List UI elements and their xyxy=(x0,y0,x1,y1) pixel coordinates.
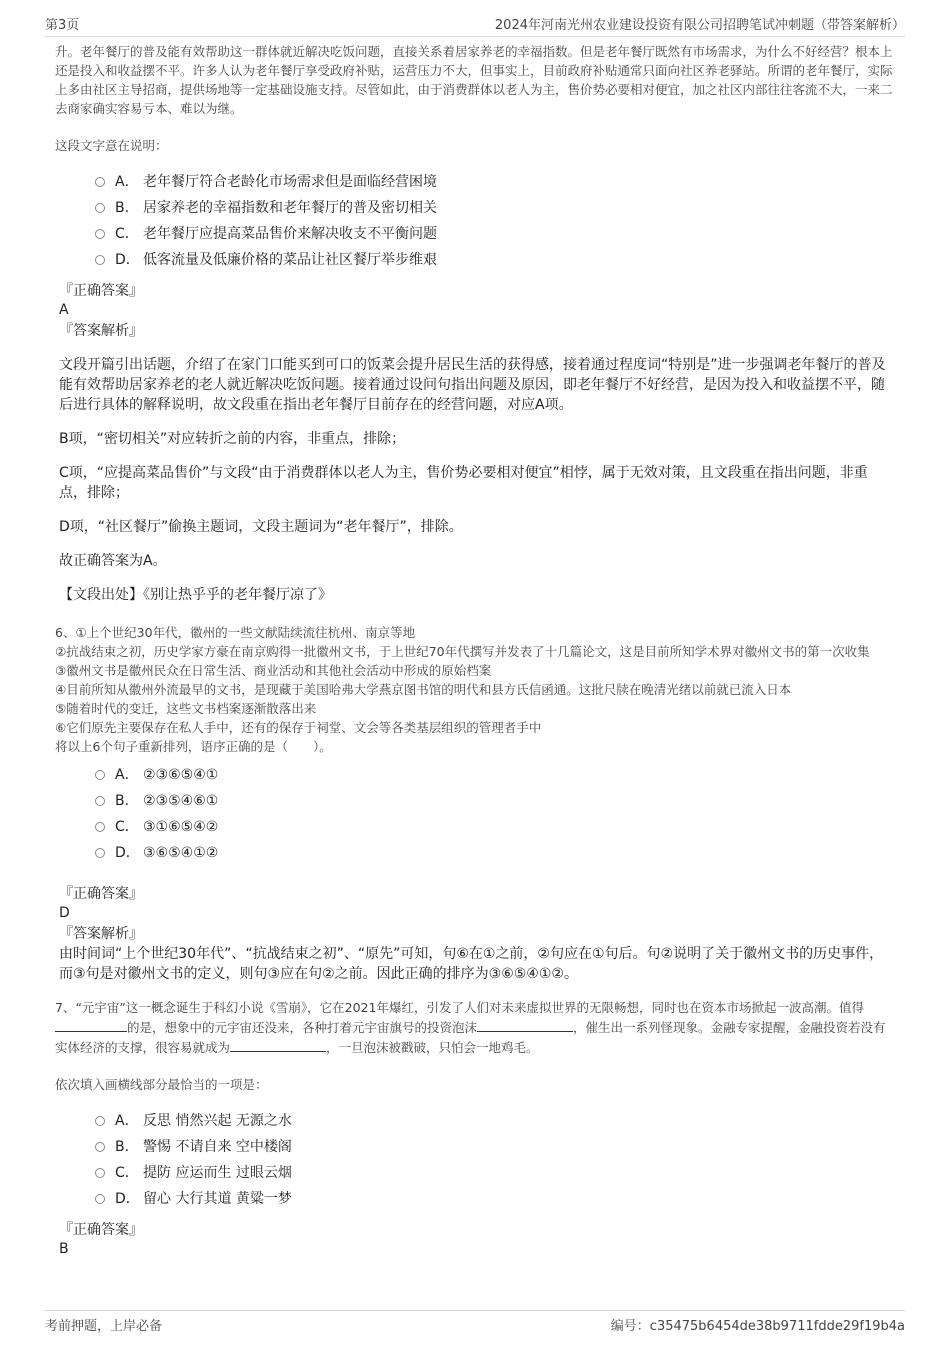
page-number: 第3页 xyxy=(45,18,80,33)
q6-analysis: 由时间词“上个世纪30年代”、“抗战结束之初”、“原先”可知，句⑥在①之前，②句应在①句后。句②说明了关于徽州文书的历史事件，而③句是对徽州文书的定义，则句③应在句②之前。因此正确的排序为③⑥⑤④①②。 xyxy=(59,946,884,982)
option-text: 留心 大行其道 黄粱一梦 xyxy=(143,1191,292,1207)
q7-option-a[interactable] xyxy=(95,1108,895,1134)
fill-blank xyxy=(55,1017,127,1032)
radio-icon[interactable] xyxy=(95,177,105,187)
q7-answer: B xyxy=(59,1241,69,1257)
radio-icon[interactable] xyxy=(95,848,105,858)
q6-answer-label: 『正确答案』 xyxy=(59,886,143,902)
q6-option-c[interactable] xyxy=(95,814,895,840)
radio-icon[interactable] xyxy=(95,1194,105,1204)
q5-analysis-paragraph: C项，“应提高菜品售价”与文段“由于消费群体以老人为主，售价势必要相对便宜”相悖，属于无效对策，且文段重在指出问题，非重点，排除； xyxy=(59,465,868,501)
q5-option-c[interactable] xyxy=(95,221,895,247)
radio-icon[interactable] xyxy=(95,770,105,780)
q7-option-d[interactable] xyxy=(95,1186,895,1212)
option-letter: B． xyxy=(115,200,139,216)
q6-line: 6、①上个世纪30年代，徽州的一些文献陆续流往杭州、南京等地 xyxy=(55,625,416,640)
q5-option-d[interactable] xyxy=(95,247,895,273)
q6-line: ⑤随着时代的变迁，这些文书档案逐渐散落出来 xyxy=(55,701,317,716)
q5-analysis-paragraph: B项，“密切相关”对应转折之前的内容，非重点，排除； xyxy=(59,431,406,447)
q6-option-b[interactable] xyxy=(95,788,895,814)
q6-line: ②抗战结束之初，历史学家方豪在南京购得一批徽州文书，于上世纪70年代撰写并发表了十几篇论文，这是目前所知学术界对徽州文书的第一次收集 xyxy=(55,644,870,659)
q6-line: ③徽州文书是徽州民众在日常生活、商业活动和其他社会活动中形成的原始档案 xyxy=(55,663,492,678)
q5-analysis-label: 『答案解析』 xyxy=(59,323,143,339)
document-title: 2024年河南光州农业建设投资有限公司招聘笔试冲刺题（带答案解析） xyxy=(494,18,905,33)
page-header xyxy=(45,12,905,37)
option-letter: C． xyxy=(115,819,139,835)
option-letter: B． xyxy=(115,1139,139,1155)
q5-passage: 升。老年餐厅的普及能有效帮助这一群体就近解决吃饭问题，直接关系着居家养老的幸福指数。但是老年餐厅既然有市场需求，为什么不好经营？根本上还是投入和收益摆不平。许多人认为老年餐厅享受政府补贴，运营压力不大，但事实上，目前政府补贴通常只面向社区养老驿站。所谓的老年餐厅，实际上多由社区主导招商，提供场地等一定基础设施支持。尽管如此，由于消费群体以老人为主，售价势必要相对便宜，加之社区内部往往客流不大，一来二去商家确实容易亏本、难以为继。 xyxy=(55,44,893,116)
q6-options xyxy=(95,762,895,866)
q6-answer: D xyxy=(59,905,70,921)
radio-icon[interactable] xyxy=(95,1142,105,1152)
q5-answer-label: 『正确答案』 xyxy=(59,283,143,299)
q6-line: ④目前所知从徽州外流最早的文书，是现藏于美国哈弗大学燕京图书馆的明代和县方氏信函通。这批尺牍在晚清光绪以前就已流入日本 xyxy=(55,682,792,697)
option-text: 警惕 不请自来 空中楼阁 xyxy=(143,1139,292,1155)
q5-source: 【文段出处】《别让热乎乎的老年餐厅凉了》 xyxy=(59,587,332,603)
option-letter: B． xyxy=(115,793,139,809)
option-text: ②③⑥⑤④① xyxy=(143,767,219,783)
radio-icon[interactable] xyxy=(95,203,105,213)
option-letter: D． xyxy=(115,252,140,268)
q5-options xyxy=(95,169,895,273)
radio-icon[interactable] xyxy=(95,822,105,832)
option-text: ②③⑤④⑥① xyxy=(143,793,219,809)
q7-segment: ，一旦泡沫被戳破，只怕会一地鸡毛。 xyxy=(326,1040,539,1055)
q5-answer: A xyxy=(59,302,69,318)
option-text: 老年餐厅符合老龄化市场需求但是面临经营困境 xyxy=(143,174,437,190)
q7-answer-label: 『正确答案』 xyxy=(59,1222,143,1238)
q6-prompt: 将以上6个句子重新排列，语序正确的是（ ）。 xyxy=(55,739,332,754)
radio-icon[interactable] xyxy=(95,1116,105,1126)
option-text: 居家养老的幸福指数和老年餐厅的普及密切相关 xyxy=(143,200,437,216)
q7-segment: 7、“元宇宙”这一概念诞生于科幻小说《雪崩》，它在2021年爆红，引发了人们对未来虚拟世界的无限畅想，同时也在资本市场掀起一波高潮。值得 xyxy=(55,1000,864,1015)
q7-segment: ，催生出一系列怪现象。金融专家提醒，金融投资若没有实体经济的支撑，很容易就成为 xyxy=(55,1020,886,1055)
fill-blank xyxy=(230,1037,326,1052)
option-letter: D． xyxy=(115,1191,140,1207)
radio-icon[interactable] xyxy=(95,1168,105,1178)
radio-icon[interactable] xyxy=(95,255,105,265)
q7-options xyxy=(95,1108,895,1212)
radio-icon[interactable] xyxy=(95,229,105,239)
footer-slogan: 考前押题，上岸必备 xyxy=(45,1319,163,1334)
q6-line: ⑥它们原先主要保存在私人手中，还有的保存于祠堂、文会等各类基层组织的管理者手中 xyxy=(55,720,542,735)
page-footer xyxy=(45,1310,905,1339)
option-text: 老年餐厅应提高菜品售价来解决收支不平衡问题 xyxy=(143,226,437,242)
q5-prompt: 这段文字意在说明： xyxy=(55,138,168,153)
q7-prompt: 依次填入画横线部分最恰当的一项是： xyxy=(55,1077,268,1092)
fill-blank xyxy=(477,1017,573,1032)
q7-option-c[interactable] xyxy=(95,1160,895,1186)
q7-segment: 的是，想象中的元宇宙还没来，各种打着元宇宙旗号的投资泡沫 xyxy=(127,1020,478,1035)
q6-option-d[interactable] xyxy=(95,840,895,866)
q5-analysis-paragraph: D项，“社区餐厅”偷换主题词，文段主题词为“老年餐厅”，排除。 xyxy=(59,519,463,535)
option-letter: A． xyxy=(115,1113,139,1129)
option-text: ③⑥⑤④①② xyxy=(143,845,219,861)
page-content xyxy=(55,42,895,1258)
option-text: ③①⑥⑤④② xyxy=(143,819,219,835)
q6-option-a[interactable] xyxy=(95,762,895,788)
option-letter: C． xyxy=(115,1165,139,1181)
q5-analysis-paragraph: 文段开篇引出话题，介绍了在家门口能买到可口的饭菜会提升居民生活的获得感，接着通过程度词“特别是”进一步强调老年餐厅的普及能有效帮助居家养老的老人就近解决吃饭问题。接着通过设问句指出问题及原因，即老年餐厅不好经营，是因为投入和收益摆不平，随后进行具体的解释说明，故文段重在指出老年餐厅目前存在的经营问题，对应A项。 xyxy=(59,357,886,413)
q7-stem xyxy=(55,998,895,1057)
option-text: 低客流量及低廉价格的菜品让社区餐厅举步维艰 xyxy=(143,252,437,268)
option-text: 提防 应运而生 过眼云烟 xyxy=(143,1165,292,1181)
option-letter: C． xyxy=(115,226,139,242)
q7-option-b[interactable] xyxy=(95,1134,895,1160)
q5-option-a[interactable] xyxy=(95,169,895,195)
q5-analysis-paragraph: 故正确答案为A。 xyxy=(59,553,167,569)
q6-stem xyxy=(55,623,895,756)
option-text: 反思 悄然兴起 无源之水 xyxy=(143,1113,292,1129)
q6-analysis-label: 『答案解析』 xyxy=(59,926,143,942)
document-code: 编号：c35475b6454de38b9711fdde29f19b4a xyxy=(610,1319,905,1334)
radio-icon[interactable] xyxy=(95,796,105,806)
option-letter: A． xyxy=(115,174,139,190)
option-letter: A． xyxy=(115,767,139,783)
q5-option-b[interactable] xyxy=(95,195,895,221)
option-letter: D． xyxy=(115,845,140,861)
